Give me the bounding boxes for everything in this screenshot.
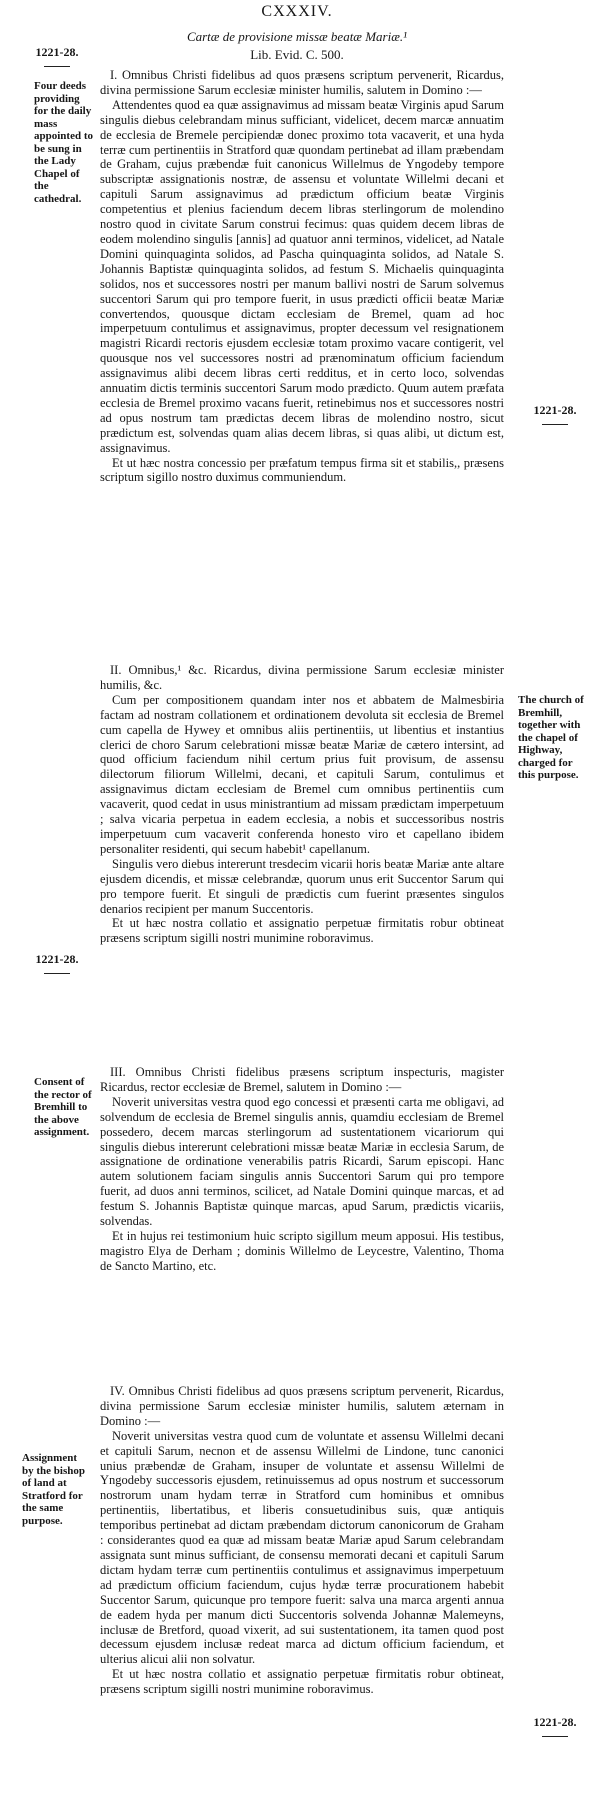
deed-four xyxy=(100,1384,504,1697)
deed-two xyxy=(100,663,504,946)
side-note-rector-consent: Consent of the rector of Bremhill to the above assignment. xyxy=(34,1076,92,1138)
margin-date: 1221-28. xyxy=(524,402,586,425)
deed-three xyxy=(100,1065,504,1274)
margin-date: 1221-28. xyxy=(524,1714,586,1737)
deed-one xyxy=(100,68,504,485)
deed-two-vicars: Singulis vero diebus intererunt tresdecim vicarii horis beatæ Mariæ ante altare ejusdem dicendis, et missæ celebrandæ, quorum unus erit Succentor Sarum qui pro tempore fuerit. Et singuli de prædictis cum fuerint præsentes singulos denarios recipient per manum Succentoris. xyxy=(100,856,504,916)
side-note-four-deeds: Four deeds providing for the daily mass appointed to be sung in the Lady Chapel of the cathedral. xyxy=(34,80,93,205)
deed-one-body: Attendentes quod ea quæ assignavimus ad missam beatæ Virginis apud Sarum singulis diebus celebrandam minus sufficiant, videlicet, decem marcæ annuatim de ecclesia de Bremele percipiendæ donec proximo tota vacaverit, et una hyda terræ cum pertinentiis in Stratford quæ quondam pertinebat ad illam præbendam de Graham, cujus præbendæ fuit canonicus Willelmus de Yngodeby tempore subscriptæ assignationis nostræ, de assensu et voluntate Willelmi decani et capituli Sarum assignavimus ad prædictum officium beatæ Virginis competentius et plenius faciendum decem libras sterlingorum de molendino nostro quod in civitate Sarum construi fecimus: quas quidem decem libras de eodem molendino singulis [annis] ad quatuor anni terminos, videlicet, ad Natale Domini quinquaginta solidos, ad Pascha quinquaginta solidos, ad Natale S. Johannis Baptistæ quinquaginta solidos, ad festum S. Michaelis quinquaginta solidos, nos et successores nostri per manum ballivi nostri de Sarum solvemus succentori Sarum qui pro tempore fuerit, in usus prædicti officii beatæ Mariæ convertendos, quousque dictam ecclesiam de Bremel, quam ad hoc imperpetuum contulimus et assignavimus, propter decessum vel resignationem magistri Ricardi rectoris ejusdem ecclesiæ totam proximo vacare contigerit, vel quousque nos vel successores nostri ad prænominatum officium faciendum assignavimus alibi decem libras certi redditus, et in certo loco, solvendas annuatim dictis terminis succentori Sarum modo prædicto. Quum autem præfata ecclesia de Bremel proximo vacans fuerit, retinebimus nos et successores nostri ad opus nostrum tam prædictas decem libras de molendino nostro, sicut prædictum est, solvendas quam alias decem libras, si quas alibi, ut dictum est, assignavimus. xyxy=(100,97,504,455)
margin-date: 1221-28. xyxy=(26,951,88,974)
side-note-land-at-stratford: Assignment by the bishop of land at Stratford for the same purpose. xyxy=(22,1452,85,1527)
deed-three-witnesses: Et in hujus rei testimonium huic scripto sigillum meum apposui. His testibus, magistro Elya de Derham ; dominis Willelmo de Leycestre, Valentino, Thoma de Sancto Martino, etc. xyxy=(100,1228,504,1273)
charter-title: Cartæ de provisione missæ beatæ Mariæ.¹ xyxy=(186,29,408,44)
deed-four-body: Noverit universitas vestra quod cum de voluntate et assensu Willelmi decani et capituli Sarum, necnon et de assensu Willelmi de Lindone, tunc canonici unius præbendæ de Graham, insuper de voluntate et assensu Willelmi de Yngodeby successoris ejusdem, retinuissemus ad opus nostrum et successorum nostrorum unam hydam terræ in Stratford cum hominibus et omnibus pertinentiis, libertatibus, et liberis consuetudinibus suis, quæ antiquis temporibus pertinebat ad dictam præbendam dictorum canonicorum de Graham : considerantes quod ea quæ ad missam beatæ Mariæ apud Sarum celebrandam assignata sunt minus sufficiant, de consensu memorati decani et capituli Sarum dictam hydam terræ cum pertinentiis contulimus et assignavimus imperpetuum ad prædictum officium faciendum, cujus hydæ terræ procurationem habebit Succentor Sarum, quicunque pro tempore fuerit: salva una marca argenti annua de eadem hyda per manum dicti Succentoris solvenda Johannæ Malemeyns, inclusæ de Bretford, quoad vixerit, ad sui sustentationem, ita tamen quod post decessum ejusdem inclusæ redeat marca ad dictum officium faciendum, et ulterius alicui alii non solvatur. xyxy=(100,1428,504,1667)
deed-two-body: Cum per compositionem quandam inter nos et abbatem de Malmesbiria factam ad nostram collationem et ordinationem devoluta sit ecclesia de Bremel cum capella de Hywey et omnibus aliis pertinentiis, ut libentius et instantius clerici de choro Sarum celebrationi missæ beatæ Mariæ de cætero intersint, ad quod officium faciendum nihil certum prius fuit provisum, de assensu dilectorum filiorum Willelmi, decani, et capituli Sarum, contulimus et assignavimus dictam ecclesiam de Bremel cum omnibus pertinentiis cum vacaverit, quod cedat in usus ministrantium ad missam prædictam imperpetuum ; salva vicaria perpetua in eadem ecclesia, a nobis et successoribus nostris imperpetuum cum vacaverit conferenda honesto viro et capellano ibidem personaliter residenti, qui secum habebit¹ capellanum. xyxy=(100,692,504,856)
margin-date: 1221-28. xyxy=(26,44,88,67)
side-note-church-of-bremhill: The church of Bremhill, together with the chapel of Highway, charged for this purpose. xyxy=(518,694,584,781)
deed-four-sealing: Et ut hæc nostra collatio et assignatio perpetuæ firmitatis robur obtineat, præsens scriptum sigilli nostri munimine roboravimus. xyxy=(100,1667,504,1697)
charter-number: CXXXIV. xyxy=(261,3,333,20)
deed-three-address: III. Omnibus Christi fidelibus præsens scriptum inspecturis, magister Ricardus, rector ecclesiæ de Bremel, salutem in Domino :— xyxy=(100,1065,504,1094)
date-rule xyxy=(44,66,70,67)
charter-reference: Lib. Evid. C. 500. xyxy=(250,47,344,62)
date-rule xyxy=(542,1736,568,1737)
date-rule xyxy=(542,424,568,425)
deed-two-address: II. Omnibus,¹ &c. Ricardus, divina permissione Sarum ecclesiæ minister humilis, &c. xyxy=(100,663,504,692)
deed-one-address: I. Omnibus Christi fidelibus ad quos præsens scriptum pervenerit, Ricardus, divina permissione Sarum ecclesiæ minister humilis, salutem in Domino :— xyxy=(100,68,504,97)
deed-one-sealing: Et ut hæc nostra concessio per præfatum tempus firma sit et stabilis,, præsens scriptum sigillo nostro duximus communiendum. xyxy=(100,455,504,485)
deed-two-sealing: Et ut hæc nostra collatio et assignatio perpetuæ firmitatis robur obtineat præsens scriptum sigilli nostri munimine roboravimus. xyxy=(100,916,504,946)
date-rule xyxy=(44,973,70,974)
deed-four-address: IV. Omnibus Christi fidelibus ad quos præsens scriptum pervenerit, Ricardus, divina permissione Sarum ecclesiæ minister humilis, salutem æternam in Domino :— xyxy=(100,1384,504,1428)
deed-three-body: Noverit universitas vestra quod ego concessi et præsenti carta me obligavi, ad solvendum de ecclesia de Bremel singulis annis, quamdiu ecclesiam de Bremel possedero, decem marcas sterlingorum ad sustentationem vicariorum qui singulis diebus intererunt celebrationi missæ beatæ Mariæ in ecclesia Sarum, de assignatione de ordinatione venerabilis patris Ricardi, Sarum episcopi. Hanc autem solutionem faciam singulis annis Succentori Sarum qui pro tempore fuerit, ad duos anni terminos, scilicet, ad Natale Domini quinque marcas, et ad festum S. Johannis Baptistæ quinque marcas, apud Sarum, prædictis vicariis, solvendas. xyxy=(100,1094,504,1229)
